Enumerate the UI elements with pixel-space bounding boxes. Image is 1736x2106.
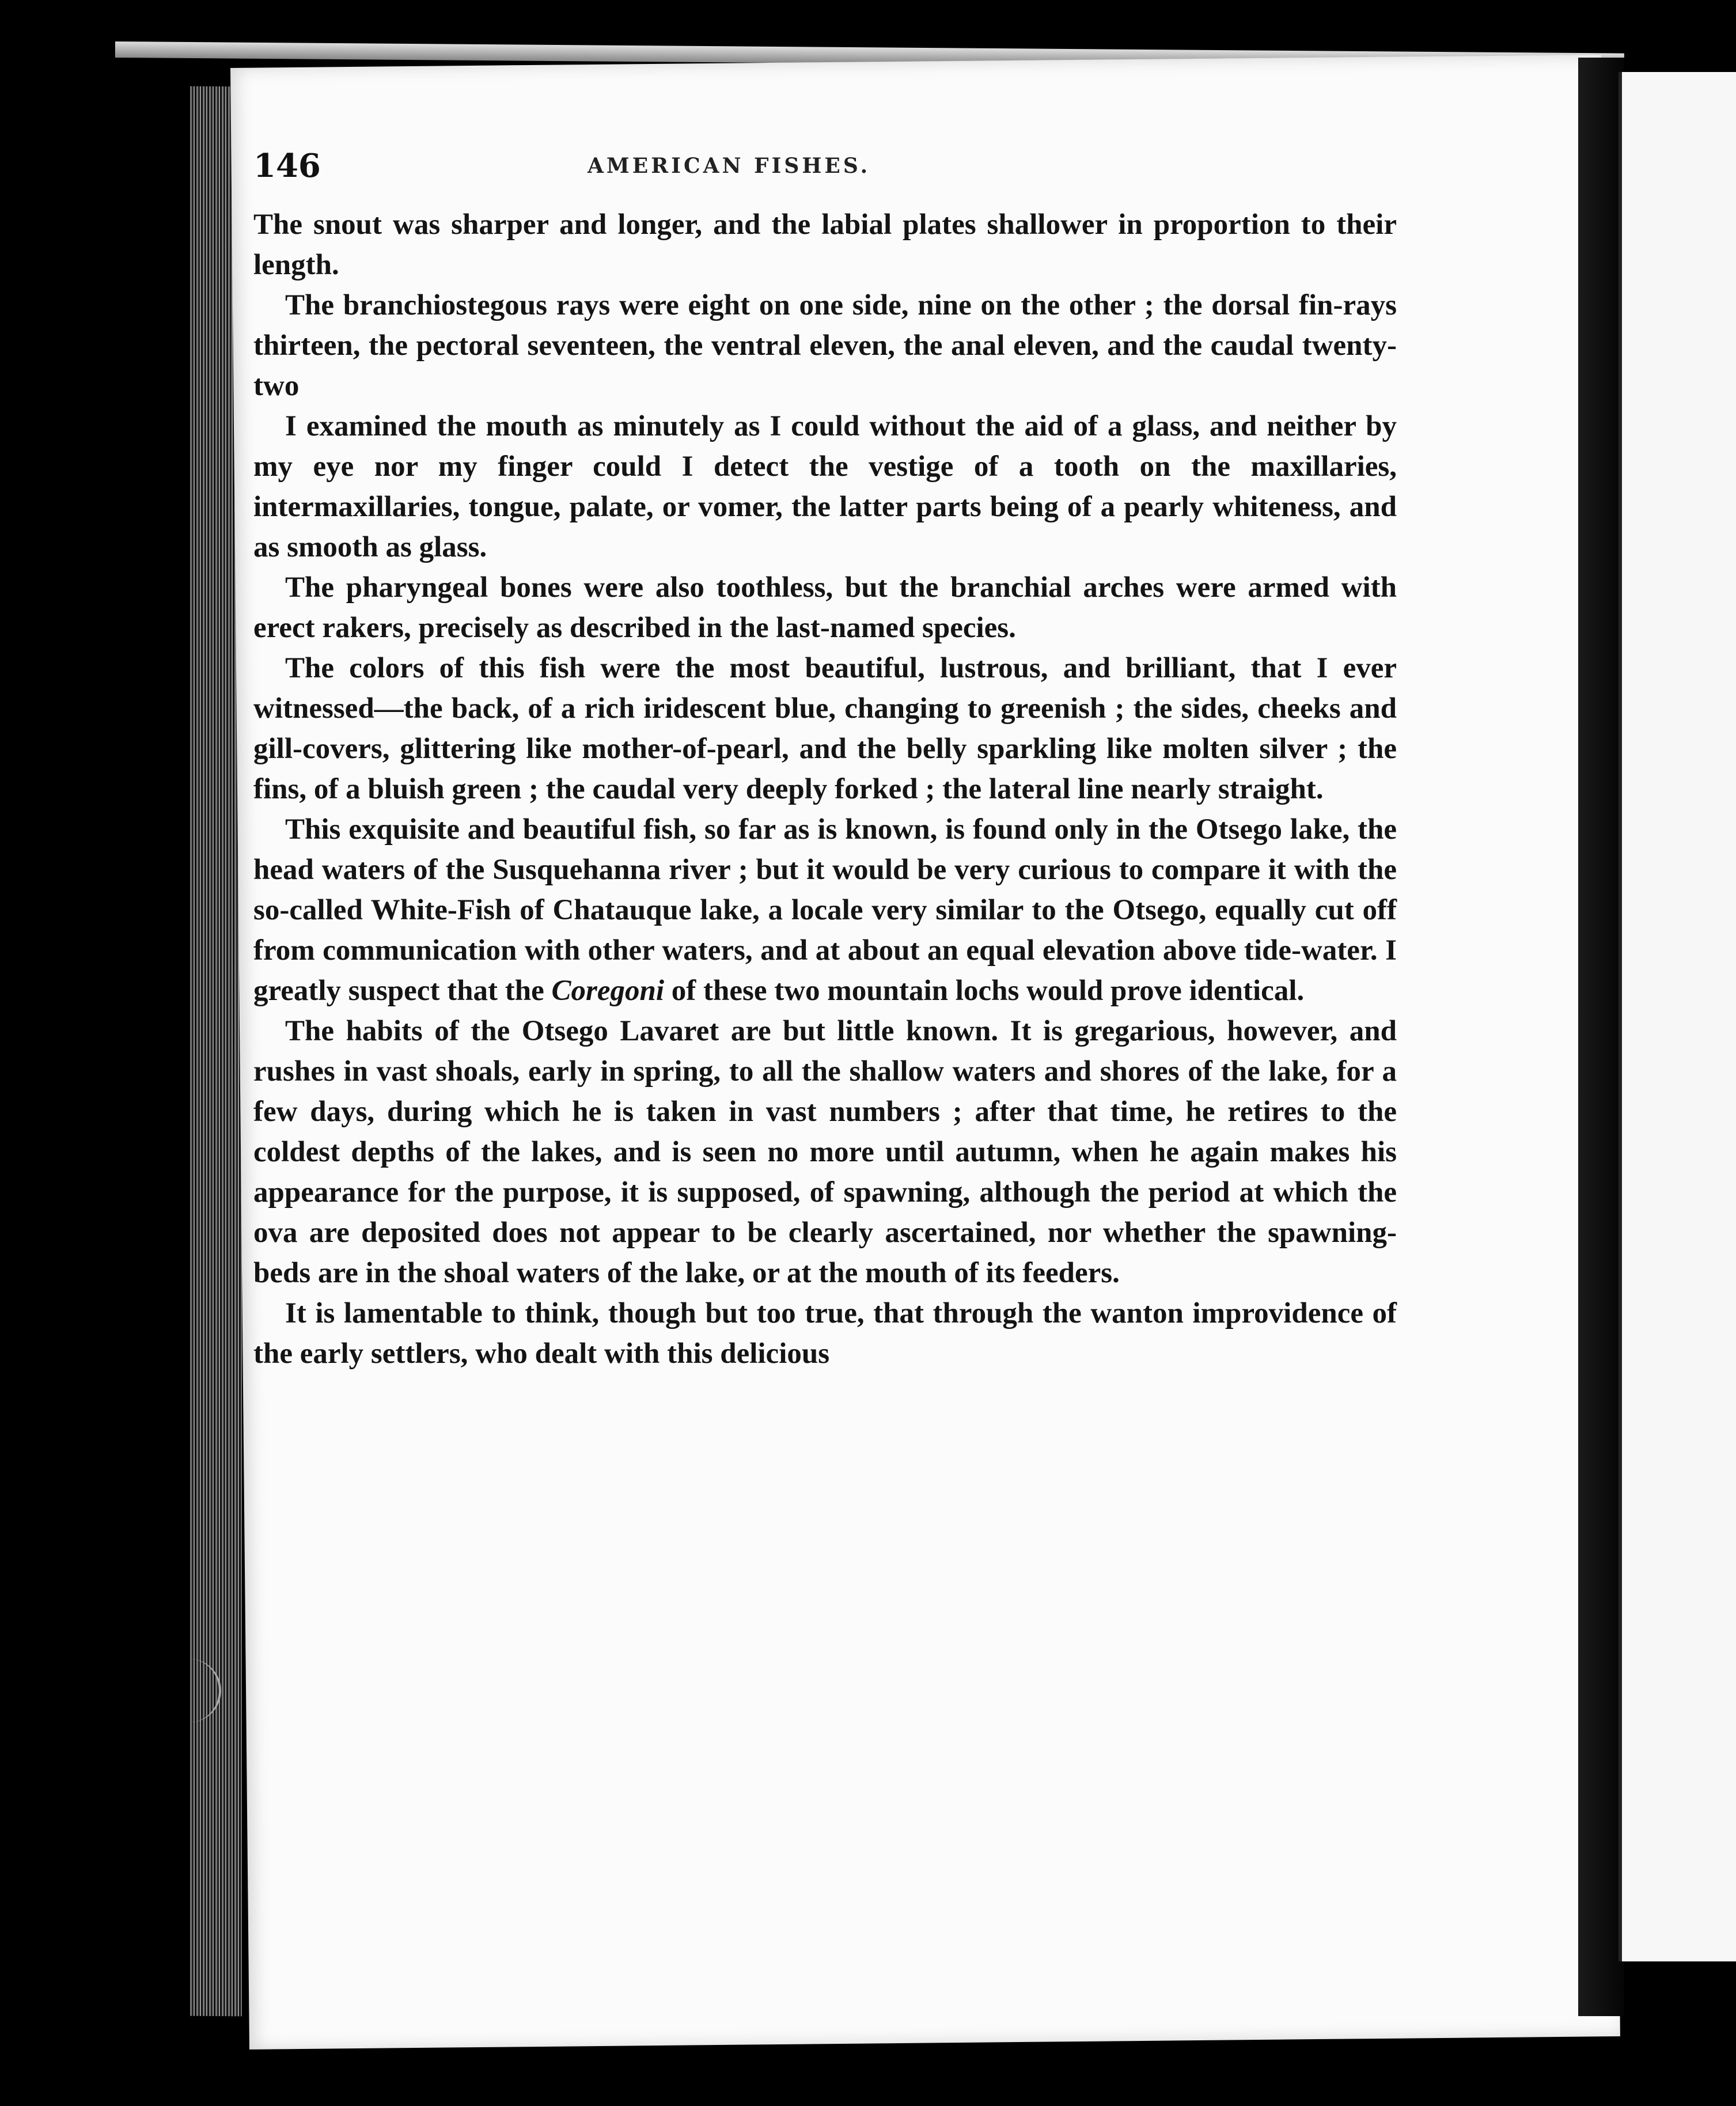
book-gutter: [1578, 58, 1624, 2016]
facing-page-sliver: [1619, 72, 1736, 1961]
paragraph-6-part-a: This exquisite and beautiful fish, so far as is known, is found only in the Otsego lake, the head waters of the Susquehanna river ; but it would be very curious to compare it with the so-called White-Fish of Chatauque lake, a locale very similar to the Otsego, equally cut off from communication with other waters, and at about an equal elevation above tide-water. I greatly suspect that the: [253, 813, 1397, 1007]
paragraph-8: It is lamentable to think, though but too true, that through the wanton improvidence of the early settlers, who dealt with this delicious: [253, 1297, 1397, 1370]
running-head: AMERICAN FISHES.: [587, 154, 871, 178]
paragraph-7: The habits of the Otsego Lavaret are but little known. It is gregarious, however, and rushes in vast shoals, early in spring, to all the shallow waters and shores of the lake, for a few days, during which he is taken in vast numbers ; after that time, he retires to the coldest depths of the lakes, and is seen no more until autumn, when he again makes his appearance for the purpose, it is supposed, of spawning, although the period at which the ova are deposited does not appear to be clearly ascertained, nor whether the spawning-beds are in the shoal waters of the lake, or at the mouth of its feeders.: [253, 1015, 1397, 1289]
paragraph-6-part-b: of these two mountain lochs would prove identical.: [671, 975, 1305, 1007]
paragraph-4: The pharyngeal bones were also toothless, but the branchial arches were armed with erect rakers, precisely as described in the last-named species.: [253, 571, 1397, 644]
paragraph-6-italic: Coregoni: [551, 975, 665, 1007]
page-number: 146: [253, 147, 321, 185]
paragraph-2: The branchiostegous rays were eight on one side, nine on the other ; the dorsal fin-rays thirteen, the pectoral seventeen, the ventral eleven, the anal eleven, and the caudal twenty-two: [253, 289, 1397, 402]
body-text: [253, 204, 1397, 1374]
paragraph-1: The snout was sharper and longer, and the labial plates shallower in proportion to their length.: [253, 209, 1397, 281]
paragraph-6: [253, 809, 1397, 1011]
page-header: [253, 147, 1382, 193]
paragraph-5: The colors of this fish were the most beautiful, lustrous, and brilliant, that I ever witnessed—the back, of a rich iridescent blue, changing to greenish ; the sides, cheeks and gill-covers, glittering like mother-of-pearl, and the belly sparkling like molten silver ; the fins, of a bluish green ; the caudal very deeply forked ; the lateral line nearly straight.: [253, 652, 1397, 805]
paragraph-3: I examined the mouth as minutely as I could without the aid of a glass, and neither by my eye nor my finger could I detect the vestige of a tooth on the maxillaries, intermaxillaries, tongue, palate, or vomer, the latter parts being of a pearly whiteness, and as smooth as glass.: [253, 410, 1397, 563]
